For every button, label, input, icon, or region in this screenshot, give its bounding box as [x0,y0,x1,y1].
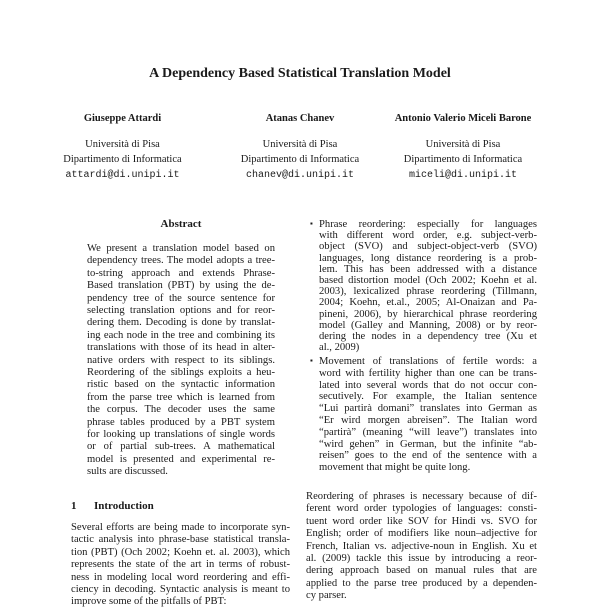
bullet-line: languages, long distance reordering is a prob- [319,252,537,264]
abstract-line: dering them. Decoding is done by translat- [87,317,275,329]
intro-line: represents the state of the art in terms of robust- [71,559,290,571]
bullet-line: “wird gehen” in German, but the infinite “ab- [319,438,537,450]
paragraph-line: al. (2009) tackle this issue by introducing a reor- [306,553,537,564]
intro-line: improve some of the pitfalls of PBT: [71,596,227,607]
paragraph-line: English; order of modifiers like noun–adjective for [306,528,537,540]
paragraph-line: French, Italian vs. adjective-noun in English. Xu et [306,540,537,552]
intro-line: ness in modeling local word reordering and effi- [71,571,290,583]
abstract-line: from the parse tree which is learned from [87,391,275,403]
bullet-line: based distortion model (Och 2002; Koehn et al. [319,275,537,286]
abstract-line: model is presented and experimental re- [87,453,275,465]
bullet-line: 2003), lexicalized phrase reordering (Tillmann, [319,286,537,298]
abstract-line: pendency tree of the source sentence for [87,292,275,304]
paragraph-line: Reordering of phrases is necessary because of dif- [306,491,537,502]
bullet-line: Movement of translations of fertile words: a [319,356,537,367]
bullet-line: word with fertility higher than one can be trans- [319,367,537,379]
author-email: chanev@di.unipi.it [245,170,355,181]
abstract-line: dependency trees. The model adopts a tree- [87,255,275,267]
paragraph-line: ferent word order typologies of languages: consti- [306,503,537,515]
bullet-icon: ▪ [310,356,313,365]
abstract-heading: Abstract [160,218,202,230]
bullet-line: movement that might be quite long. [319,462,471,474]
paragraph-line: dering approach based on manual rules that are [306,565,537,577]
bullet-line: “Lui partirà domani” translates into German as [319,403,537,415]
section-heading: Introduction [94,500,154,512]
paper-title: A Dependency Based Statistical Translation Model [149,66,451,81]
bullet-line: with different word order, e.g. subject-verb- [319,230,537,242]
author-email: attardi@di.unipi.it [65,170,180,181]
abstract-line: ing each node in the tree and combining its [87,329,275,341]
author-name: Giuseppe Attardi [83,113,162,124]
abstract-line: to-string approach and extends Phrase- [87,267,275,279]
abstract-line: sults are discussed. [87,466,168,478]
paragraph-line: cy parser. [306,590,347,602]
intro-line: tion (PBT) (Och 2002; Koehn et. al. 2003), which [71,546,290,558]
section-number: 1 [71,500,77,512]
bullet-line: lated into several words that do not occur con- [319,379,537,391]
author-affiliation: Università di Pisa [425,139,501,150]
paragraph-line: tuent word order like SOV for Hindi vs. SVO for [306,515,537,527]
intro-line: ciency in decoding. Syntactic analysis is meant to [71,584,290,595]
author-department: Dipartimento di Informatica [63,154,182,165]
author-name: Atanas Chanev [265,113,335,124]
abstract-line: phrase tables produced by a PBT system [87,416,275,428]
abstract-line: Based translation (PBT) by using the de- [87,280,275,292]
bullet-line: model (Galley and Manning, 2008) or by reor- [319,319,537,331]
bullet-line: 2004; Koehn, et.al., 2005; Al-Onaizan and Pa- [319,297,537,309]
abstract-line: Reordering of the siblings exploits a heu- [87,367,275,378]
bullet-line: lem. This has been addressed with a distance [319,263,537,275]
intro-line: tactic analysis into phrase-base statistical transla- [71,534,290,546]
bullet-line: “Er wird morgen abreisen”. The Italian word [319,415,537,426]
author-affiliation: Università di Pisa [262,139,338,150]
bullet-line: secutively. For example, the Italian sentence [319,391,537,403]
author-email: miceli@di.unipi.it [408,170,518,181]
bullet-line: Phrase reordering: especially for languages [319,219,537,230]
abstract-line: for looking up translations of single words [87,429,275,440]
abstract-line: selecting translation options and for reor- [87,305,275,316]
abstract-line: We present a translation model based on [87,243,275,254]
abstract-line: the corpus. The decoder uses the same [87,404,275,416]
abstract-line: translations with those of its head in alter- [87,342,275,354]
bullet-line: object (SVO) and subject-object-verb (SVO) [319,241,537,253]
bullet-line: pineni, 2006), by hierarchical phrase reordering [319,308,537,320]
bullet-icon: ▪ [310,219,313,228]
author-department: Dipartimento di Informatica [240,154,360,165]
bullet-line: reisen” goes to the end of the sentence with a [319,450,537,462]
bullet-line: dering the nodes in a dependency tree (Xu et [319,331,537,342]
bullet-line: “partirà” (meaning “will leave”) translates into [319,426,537,438]
abstract-line: native orders with respect to its siblings. [87,354,275,366]
abstract-line: ristic based on the syntactic information [87,379,275,391]
author-affiliation: Università di Pisa [85,139,160,150]
author-name: Antonio Valerio Miceli Barone [394,113,532,124]
intro-line: Several efforts are being made to incorporate syn- [71,522,290,533]
abstract-line: or of partial sub-trees. A mathematical [87,441,275,453]
paragraph-line: applied to the parse tree produced by a dependen- [306,577,537,589]
bullet-line: al., 2009) [319,342,360,354]
author-department: Dipartimento di Informatica [403,154,523,165]
